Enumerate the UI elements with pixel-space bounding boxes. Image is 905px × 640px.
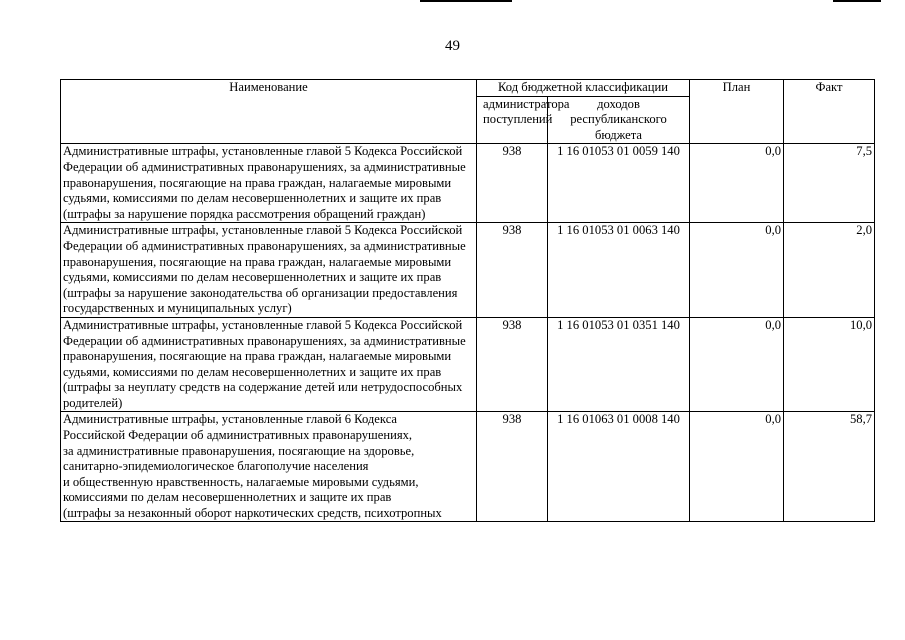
row-code: 1 16 01063 01 0008 140: [548, 412, 690, 522]
row-plan: 0,0: [690, 317, 784, 412]
row-name: [61, 412, 477, 522]
table-row: [61, 144, 875, 223]
header-code-group: Код бюджетной классификации: [477, 80, 690, 97]
row-code: 1 16 01053 01 0063 140: [548, 223, 690, 318]
row-fact: 2,0: [784, 223, 875, 318]
row-fact: 58,7: [784, 412, 875, 522]
row-name-line: за административные правонарушения, посягающие на здоровье,: [63, 443, 415, 458]
table-row: [61, 223, 875, 318]
row-administrator: 938: [477, 412, 548, 522]
header-name: Наименование: [61, 80, 477, 144]
header-plan: План: [690, 80, 784, 144]
row-name-line: (штрафы за незаконный оборот наркотических средств, психотропных: [63, 506, 442, 521]
row-name-line: Административные штрафы, установленные главой 6 Кодекса: [63, 412, 398, 427]
row-name: Административные штрафы, установленные главой 5 Кодекса Российской Федерации об административных правонарушениях, за административные правонарушения, посягающие на права граждан, налагаемые мировыми судьями, комиссиями по делам несовершеннолетних и защите их прав (штрафы за неуплату средств на содержание детей или нетрудоспособных родителей): [61, 317, 477, 412]
row-plan: 0,0: [690, 412, 784, 522]
row-administrator: 938: [477, 317, 548, 412]
page-number: 49: [445, 38, 460, 54]
table-row: [61, 412, 875, 522]
row-plan: 0,0: [690, 144, 784, 223]
row-name: Административные штрафы, установленные главой 5 Кодекса Российской Федерации об административных правонарушениях, за административные правонарушения, посягающие на права граждан, налагаемые мировыми судьями, комиссиями по делам несовершеннолетних и защите их прав (штрафы за нарушение порядка рассмотрения обращений граждан): [61, 144, 477, 223]
row-name-line: санитарно-эпидемиологическое благополучие населения: [63, 459, 369, 474]
row-administrator: 938: [477, 144, 548, 223]
header-administrator: администратора поступлений: [477, 96, 548, 144]
row-fact: 7,5: [784, 144, 875, 223]
row-plan: 0,0: [690, 223, 784, 318]
row-name: Административные штрафы, установленные главой 5 Кодекса Российской Федерации об административных правонарушениях, за административные правонарушения, посягающие на права граждан, налагаемые мировыми судьями, комиссиями по делам несовершеннолетних и защите их прав (штрафы за нарушение законодательства об организации предоставления государственных и муниципальных услуг): [61, 223, 477, 318]
top-rule-right: [833, 0, 881, 2]
row-code: 1 16 01053 01 0351 140: [548, 317, 690, 412]
row-name-line: комиссиями по делам несовершеннолетних и защите их прав: [63, 490, 392, 505]
top-rule-left: [420, 0, 512, 2]
row-name-line: и общественную нравственность, налагаемые мировыми судьями,: [63, 474, 419, 489]
row-name-line: Российской Федерации об административных правонарушениях,: [63, 428, 413, 443]
table-row: [61, 317, 875, 412]
header-income: доходов республиканского бюджета: [548, 96, 690, 144]
budget-table: [60, 79, 875, 522]
header-row: [61, 80, 875, 97]
row-administrator: 938: [477, 223, 548, 318]
row-fact: 10,0: [784, 317, 875, 412]
row-code: 1 16 01053 01 0059 140: [548, 144, 690, 223]
header-fact: Факт: [784, 80, 875, 144]
